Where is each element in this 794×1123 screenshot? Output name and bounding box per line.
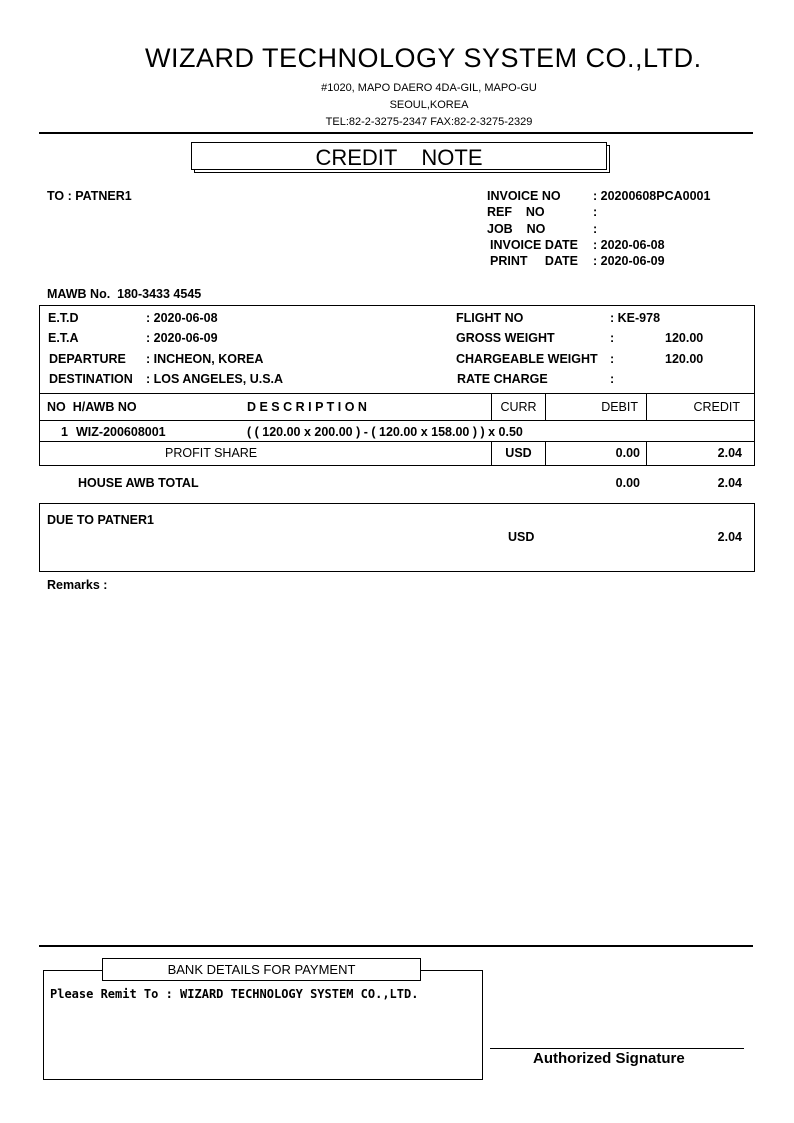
total-label: HOUSE AWB TOTAL	[78, 476, 199, 490]
invoice-date-label: INVOICE DATE	[490, 238, 578, 252]
destination-value: : LOS ANGELES, U.S.A	[146, 372, 284, 386]
chargeable-weight-value: 120.00	[665, 352, 704, 366]
job-no-value: :	[593, 222, 598, 236]
invoice-no-label: INVOICE NO	[487, 189, 561, 203]
gross-weight-colon: :	[610, 331, 615, 345]
bank-details-title: BANK DETAILS FOR PAYMENT	[167, 962, 356, 977]
row-credit: 2.04	[717, 446, 742, 460]
chargeable-weight-label: CHARGEABLE WEIGHT	[456, 352, 598, 366]
table-row-rule	[39, 441, 755, 442]
company-address-line2: SEOUL,KOREA	[389, 99, 469, 111]
row-formula: ( ( 120.00 x 200.00 ) - ( 120.00 x 158.00 ) ) x 0.50	[247, 425, 523, 439]
print-date-label: PRINT DATE	[490, 254, 578, 268]
col-header-curr: CURR	[500, 400, 537, 414]
row-curr: USD	[505, 446, 532, 460]
signature-line	[490, 1048, 744, 1049]
gross-weight-value: 120.00	[665, 331, 704, 345]
row-number: 1	[61, 425, 68, 439]
remit-instruction: Please Remit To : WIZARD TECHNOLOGY SYSTEM CO.,LTD.	[50, 987, 419, 1001]
bank-details-title-box	[102, 958, 421, 981]
footer-divider	[39, 945, 753, 947]
due-label: DUE TO PATNER1	[47, 513, 154, 527]
row-description: PROFIT SHARE	[165, 446, 258, 460]
remarks-label: Remarks :	[47, 578, 108, 592]
total-credit: 2.04	[717, 476, 742, 490]
table-header-top-rule	[39, 393, 755, 394]
company-address-line1: #1020, MAPO DAERO 4DA-GIL, MAPO-GU	[321, 82, 537, 94]
header-divider	[39, 132, 753, 134]
eta-label: E.T.A	[48, 331, 79, 345]
eta-value: : 2020-06-09	[146, 331, 218, 345]
print-date-value: : 2020-06-09	[593, 254, 665, 268]
row-hawb: WIZ-200608001	[76, 425, 166, 439]
mawb-number: MAWB No. 180-3433 4545	[47, 287, 202, 301]
col-header-debit: DEBIT	[601, 400, 638, 414]
chargeable-weight-colon: :	[610, 352, 615, 366]
col-header-credit: CREDIT	[693, 400, 740, 414]
recipient: TO : PATNER1	[47, 189, 132, 203]
document-title: CREDIT NOTE	[315, 145, 483, 170]
ref-no-label: REF NO	[487, 205, 545, 219]
col-header-description: D E S C R I P T I O N	[247, 400, 367, 414]
invoice-date-value: : 2020-06-08	[593, 238, 665, 252]
departure-label: DEPARTURE	[49, 352, 126, 366]
due-currency: USD	[508, 530, 535, 544]
row-debit: 0.00	[615, 446, 640, 460]
invoice-no-value: : 20200608PCA0001	[593, 189, 711, 203]
rate-charge-label: RATE CHARGE	[457, 372, 548, 386]
total-debit: 0.00	[615, 476, 640, 490]
gross-weight-label: GROSS WEIGHT	[456, 331, 555, 345]
etd-value: : 2020-06-08	[146, 311, 218, 325]
table-header-bottom-rule	[39, 420, 755, 421]
due-amount: 2.04	[717, 530, 742, 544]
authorized-signature: Authorized Signature	[533, 1050, 685, 1067]
flight-label: FLIGHT NO	[456, 311, 524, 325]
destination-label: DESTINATION	[49, 372, 133, 386]
company-name: WIZARD TECHNOLOGY SYSTEM CO.,LTD.	[145, 43, 702, 73]
rate-charge-colon: :	[610, 372, 615, 386]
departure-value: : INCHEON, KOREA	[146, 352, 264, 366]
ref-no-value: :	[593, 205, 598, 219]
title-box	[191, 142, 607, 170]
etd-label: E.T.D	[48, 311, 79, 325]
col-header-hawb: NO H/AWB NO	[47, 400, 137, 414]
company-contact: TEL:82-2-3275-2347 FAX:82-2-3275-2329	[325, 116, 533, 128]
job-no-label: JOB NO	[487, 222, 546, 236]
flight-value: : KE-978	[610, 311, 661, 325]
